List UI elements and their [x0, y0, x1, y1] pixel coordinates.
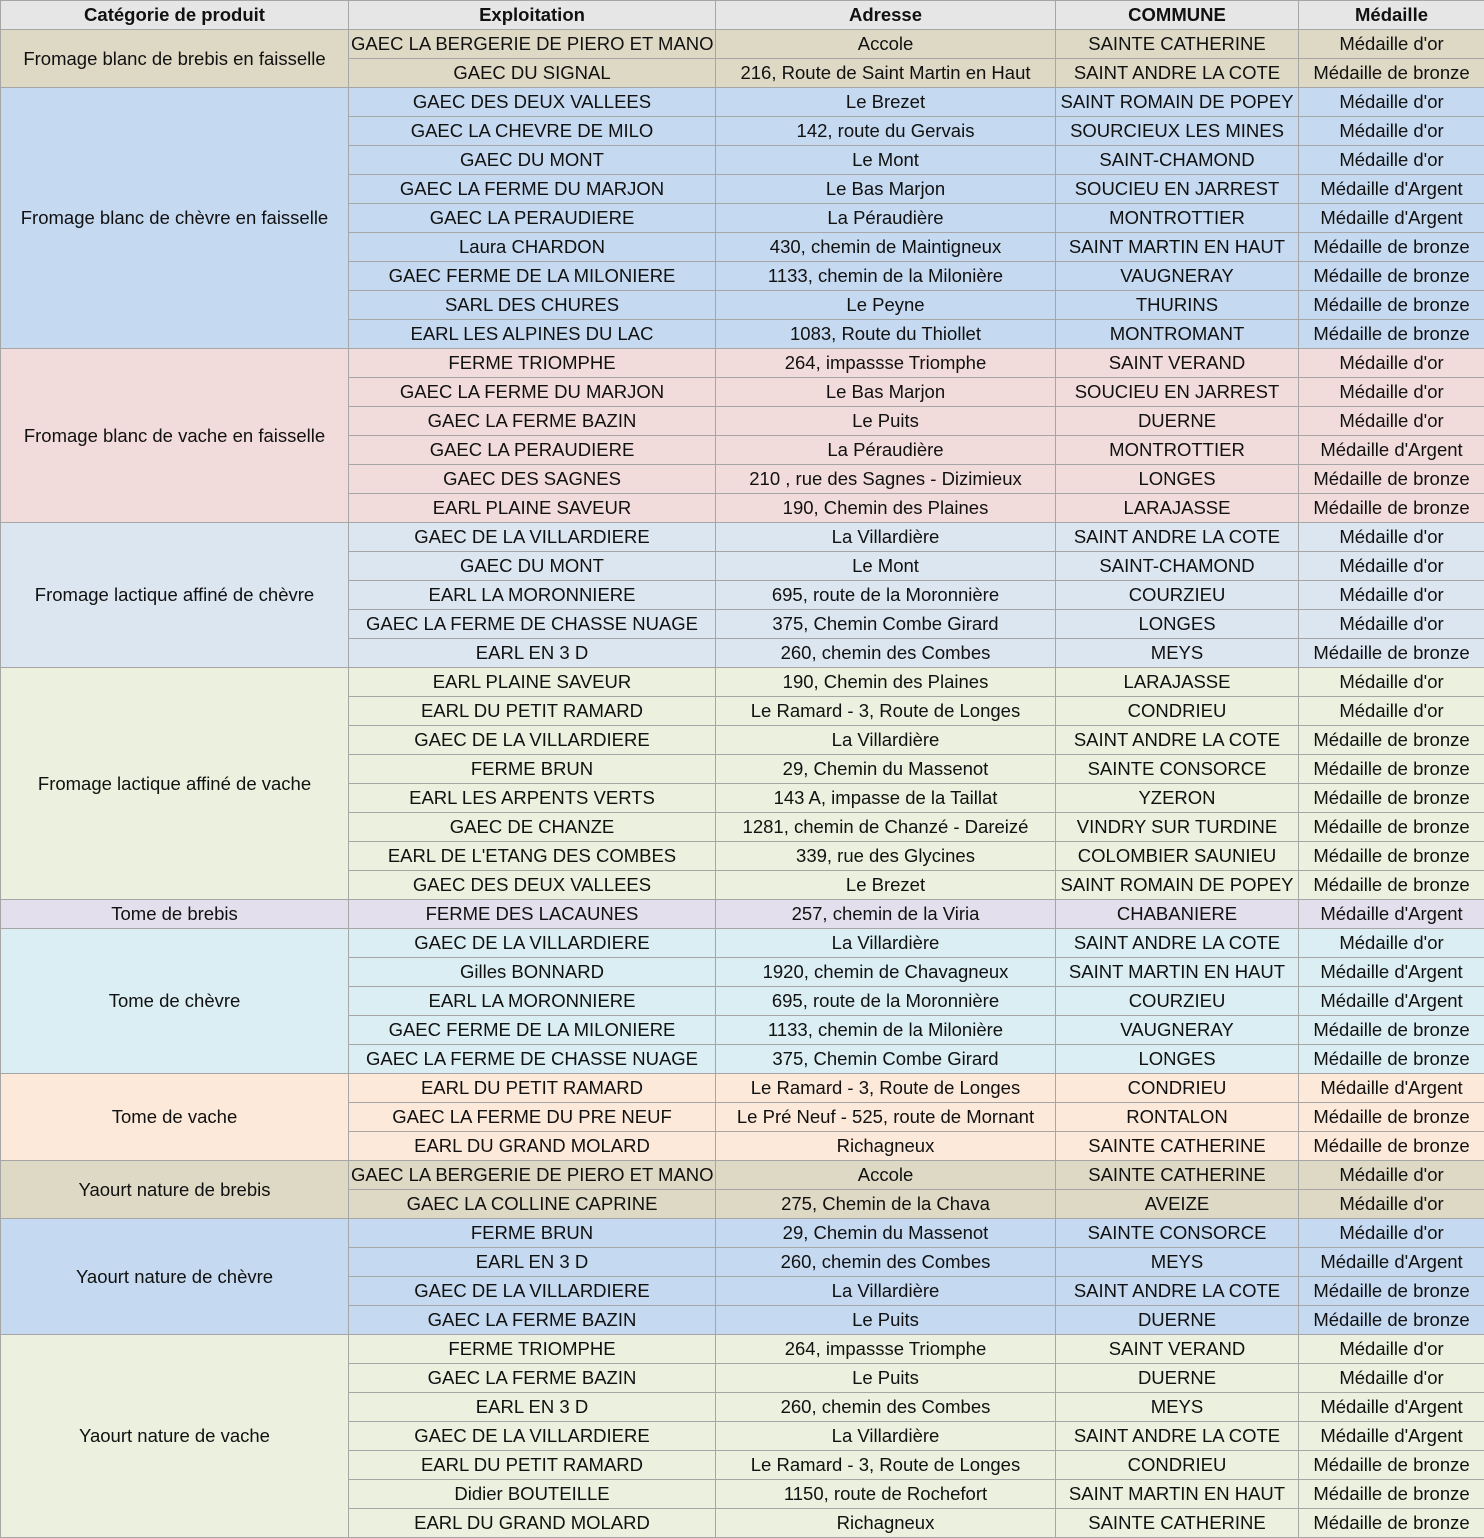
- medaille-cell: Médaille de bronze: [1299, 755, 1484, 784]
- exploitation-cell: EARL DE L'ETANG DES COMBES: [349, 842, 716, 871]
- adresse-cell: 190, Chemin des Plaines: [716, 494, 1056, 523]
- exploitation-cell: GAEC LA FERME DU MARJON: [349, 378, 716, 407]
- commune-cell: DUERNE: [1056, 1364, 1299, 1393]
- exploitation-cell: GAEC LA PERAUDIERE: [349, 204, 716, 233]
- table-row: [1, 349, 1484, 378]
- category-cell: Fromage blanc de brebis en faisselle: [1, 30, 349, 88]
- adresse-cell: Richagneux: [716, 1509, 1056, 1538]
- medaille-cell: Médaille d'Argent: [1299, 436, 1484, 465]
- exploitation-cell: GAEC DE LA VILLARDIERE: [349, 523, 716, 552]
- exploitation-cell: GAEC DES DEUX VALLEES: [349, 88, 716, 117]
- category-cell: Fromage blanc de vache en faisselle: [1, 349, 349, 523]
- medaille-cell: Médaille de bronze: [1299, 1132, 1484, 1161]
- exploitation-cell: EARL LA MORONNIERE: [349, 581, 716, 610]
- adresse-cell: Le Bas Marjon: [716, 175, 1056, 204]
- medaille-cell: Médaille de bronze: [1299, 1306, 1484, 1335]
- medaille-cell: Médaille de bronze: [1299, 1016, 1484, 1045]
- adresse-cell: Le Puits: [716, 1364, 1056, 1393]
- medaille-cell: Médaille d'or: [1299, 581, 1484, 610]
- exploitation-cell: FERME BRUN: [349, 755, 716, 784]
- medaille-cell: Médaille d'or: [1299, 1335, 1484, 1364]
- commune-cell: VAUGNERAY: [1056, 262, 1299, 291]
- exploitation-cell: EARL PLAINE SAVEUR: [349, 668, 716, 697]
- adresse-cell: 29, Chemin du Massenot: [716, 1219, 1056, 1248]
- commune-cell: CONDRIEU: [1056, 697, 1299, 726]
- table-row: [1, 1161, 1484, 1190]
- category-cell: Yaourt nature de brebis: [1, 1161, 349, 1219]
- adresse-cell: Le Brezet: [716, 871, 1056, 900]
- adresse-cell: La Villardière: [716, 1422, 1056, 1451]
- exploitation-cell: GAEC LA BERGERIE DE PIERO ET MANO: [349, 1161, 716, 1190]
- category-cell: Yaourt nature de chèvre: [1, 1219, 349, 1335]
- exploitation-cell: Gilles BONNARD: [349, 958, 716, 987]
- adresse-cell: 264, impassse Triomphe: [716, 1335, 1056, 1364]
- exploitation-cell: EARL DU PETIT RAMARD: [349, 1451, 716, 1480]
- medaille-cell: Médaille de bronze: [1299, 233, 1484, 262]
- exploitation-cell: EARL PLAINE SAVEUR: [349, 494, 716, 523]
- commune-cell: LONGES: [1056, 465, 1299, 494]
- exploitation-cell: FERME BRUN: [349, 1219, 716, 1248]
- header-adresse: Adresse: [716, 1, 1056, 30]
- commune-cell: SAINTE CONSORCE: [1056, 1219, 1299, 1248]
- exploitation-cell: GAEC DE LA VILLARDIERE: [349, 929, 716, 958]
- table-row: [1, 523, 1484, 552]
- medaille-cell: Médaille d'or: [1299, 1219, 1484, 1248]
- adresse-cell: 1920, chemin de Chavagneux: [716, 958, 1056, 987]
- exploitation-cell: GAEC DU MONT: [349, 552, 716, 581]
- commune-cell: LARAJASSE: [1056, 494, 1299, 523]
- adresse-cell: 29, Chemin du Massenot: [716, 755, 1056, 784]
- table-body: [1, 30, 1484, 1538]
- exploitation-cell: GAEC LA COLLINE CAPRINE: [349, 1190, 716, 1219]
- adresse-cell: La Péraudière: [716, 436, 1056, 465]
- medaille-cell: Médaille de bronze: [1299, 494, 1484, 523]
- exploitation-cell: FERME DES LACAUNES: [349, 900, 716, 929]
- commune-cell: SOUCIEU EN JARREST: [1056, 378, 1299, 407]
- adresse-cell: Le Ramard - 3, Route de Longes: [716, 697, 1056, 726]
- adresse-cell: 257, chemin de la Viria: [716, 900, 1056, 929]
- exploitation-cell: GAEC LA FERME DU MARJON: [349, 175, 716, 204]
- medaille-cell: Médaille de bronze: [1299, 465, 1484, 494]
- medaille-cell: Médaille de bronze: [1299, 1480, 1484, 1509]
- adresse-cell: Le Mont: [716, 552, 1056, 581]
- exploitation-cell: EARL EN 3 D: [349, 1248, 716, 1277]
- commune-cell: SAINTE CATHERINE: [1056, 30, 1299, 59]
- adresse-cell: La Villardière: [716, 523, 1056, 552]
- adresse-cell: Le Puits: [716, 407, 1056, 436]
- medaille-cell: Médaille de bronze: [1299, 59, 1484, 88]
- adresse-cell: Accole: [716, 30, 1056, 59]
- commune-cell: COURZIEU: [1056, 581, 1299, 610]
- category-cell: Fromage blanc de chèvre en faisselle: [1, 88, 349, 349]
- commune-cell: SAINT MARTIN EN HAUT: [1056, 958, 1299, 987]
- commune-cell: SAINT ROMAIN DE POPEY: [1056, 88, 1299, 117]
- table-row: [1, 30, 1484, 59]
- exploitation-cell: EARL DU PETIT RAMARD: [349, 697, 716, 726]
- exploitation-cell: GAEC LA FERME DU PRE NEUF: [349, 1103, 716, 1132]
- medaille-cell: Médaille de bronze: [1299, 1045, 1484, 1074]
- adresse-cell: 695, route de la Moronnière: [716, 987, 1056, 1016]
- exploitation-cell: FERME TRIOMPHE: [349, 349, 716, 378]
- adresse-cell: Le Bas Marjon: [716, 378, 1056, 407]
- exploitation-cell: FERME TRIOMPHE: [349, 1335, 716, 1364]
- adresse-cell: Le Ramard - 3, Route de Longes: [716, 1451, 1056, 1480]
- adresse-cell: 143 A, impasse de la Taillat: [716, 784, 1056, 813]
- exploitation-cell: GAEC DU MONT: [349, 146, 716, 175]
- medaille-cell: Médaille d'or: [1299, 697, 1484, 726]
- exploitation-cell: GAEC DE LA VILLARDIERE: [349, 726, 716, 755]
- commune-cell: MEYS: [1056, 639, 1299, 668]
- commune-cell: SAINT ANDRE LA COTE: [1056, 1422, 1299, 1451]
- commune-cell: SAINTE CONSORCE: [1056, 755, 1299, 784]
- category-cell: Yaourt nature de vache: [1, 1335, 349, 1538]
- table-row: [1, 88, 1484, 117]
- medaille-cell: Médaille d'Argent: [1299, 900, 1484, 929]
- commune-cell: DUERNE: [1056, 407, 1299, 436]
- exploitation-cell: GAEC DE LA VILLARDIERE: [349, 1277, 716, 1306]
- medaille-cell: Médaille d'Argent: [1299, 1422, 1484, 1451]
- adresse-cell: Le Brezet: [716, 88, 1056, 117]
- medaille-cell: Médaille d'Argent: [1299, 1248, 1484, 1277]
- commune-cell: SAINT-CHAMOND: [1056, 552, 1299, 581]
- medaille-cell: Médaille de bronze: [1299, 726, 1484, 755]
- adresse-cell: La Péraudière: [716, 204, 1056, 233]
- adresse-cell: Le Mont: [716, 146, 1056, 175]
- adresse-cell: 339, rue des Glycines: [716, 842, 1056, 871]
- header-row: [1, 1, 1484, 30]
- commune-cell: SOUCIEU EN JARREST: [1056, 175, 1299, 204]
- exploitation-cell: GAEC LA FERME BAZIN: [349, 407, 716, 436]
- exploitation-cell: GAEC DES SAGNES: [349, 465, 716, 494]
- commune-cell: YZERON: [1056, 784, 1299, 813]
- table-row: [1, 900, 1484, 929]
- medaille-cell: Médaille d'Argent: [1299, 1393, 1484, 1422]
- commune-cell: SAINT VERAND: [1056, 349, 1299, 378]
- commune-cell: THURINS: [1056, 291, 1299, 320]
- commune-cell: CONDRIEU: [1056, 1451, 1299, 1480]
- medaille-cell: Médaille d'or: [1299, 1161, 1484, 1190]
- exploitation-cell: EARL DU GRAND MOLARD: [349, 1509, 716, 1538]
- adresse-cell: 1083, Route du Thiollet: [716, 320, 1056, 349]
- commune-cell: MONTROTTIER: [1056, 436, 1299, 465]
- commune-cell: VAUGNERAY: [1056, 1016, 1299, 1045]
- adresse-cell: 1133, chemin de la Milonière: [716, 1016, 1056, 1045]
- adresse-cell: Le Pré Neuf - 525, route de Mornant: [716, 1103, 1056, 1132]
- medaille-cell: Médaille d'or: [1299, 523, 1484, 552]
- adresse-cell: Richagneux: [716, 1132, 1056, 1161]
- exploitation-cell: GAEC LA FERME BAZIN: [349, 1364, 716, 1393]
- commune-cell: MONTROTTIER: [1056, 204, 1299, 233]
- exploitation-cell: Laura CHARDON: [349, 233, 716, 262]
- adresse-cell: 260, chemin des Combes: [716, 639, 1056, 668]
- adresse-cell: 375, Chemin Combe Girard: [716, 610, 1056, 639]
- medaille-cell: Médaille d'or: [1299, 88, 1484, 117]
- commune-cell: SAINT ANDRE LA COTE: [1056, 523, 1299, 552]
- commune-cell: RONTALON: [1056, 1103, 1299, 1132]
- adresse-cell: 190, Chemin des Plaines: [716, 668, 1056, 697]
- exploitation-cell: EARL DU PETIT RAMARD: [349, 1074, 716, 1103]
- medaille-cell: Médaille de bronze: [1299, 1103, 1484, 1132]
- medaille-cell: Médaille d'or: [1299, 668, 1484, 697]
- exploitation-cell: SARL DES CHURES: [349, 291, 716, 320]
- medaille-cell: Médaille d'or: [1299, 929, 1484, 958]
- medaille-cell: Médaille de bronze: [1299, 842, 1484, 871]
- adresse-cell: 142, route du Gervais: [716, 117, 1056, 146]
- medaille-cell: Médaille d'Argent: [1299, 1074, 1484, 1103]
- commune-cell: SAINTE CATHERINE: [1056, 1161, 1299, 1190]
- medaille-cell: Médaille d'or: [1299, 1190, 1484, 1219]
- exploitation-cell: EARL LES ALPINES DU LAC: [349, 320, 716, 349]
- adresse-cell: 1150, route de Rochefort: [716, 1480, 1056, 1509]
- header-categorie: Catégorie de produit: [1, 1, 349, 30]
- medaille-cell: Médaille d'or: [1299, 146, 1484, 175]
- exploitation-cell: GAEC DU SIGNAL: [349, 59, 716, 88]
- medaille-cell: Médaille de bronze: [1299, 320, 1484, 349]
- commune-cell: SAINT MARTIN EN HAUT: [1056, 1480, 1299, 1509]
- exploitation-cell: EARL DU GRAND MOLARD: [349, 1132, 716, 1161]
- medaille-cell: Médaille de bronze: [1299, 1451, 1484, 1480]
- commune-cell: SAINT MARTIN EN HAUT: [1056, 233, 1299, 262]
- adresse-cell: Le Puits: [716, 1306, 1056, 1335]
- commune-cell: COLOMBIER SAUNIEU: [1056, 842, 1299, 871]
- commune-cell: MONTROMANT: [1056, 320, 1299, 349]
- commune-cell: SAINT ROMAIN DE POPEY: [1056, 871, 1299, 900]
- exploitation-cell: EARL LES ARPENTS VERTS: [349, 784, 716, 813]
- adresse-cell: La Villardière: [716, 1277, 1056, 1306]
- medaille-cell: Médaille de bronze: [1299, 871, 1484, 900]
- exploitation-cell: EARL LA MORONNIERE: [349, 987, 716, 1016]
- adresse-cell: 1281, chemin de Chanzé - Dareizé: [716, 813, 1056, 842]
- medaille-cell: Médaille d'Argent: [1299, 987, 1484, 1016]
- adresse-cell: 260, chemin des Combes: [716, 1248, 1056, 1277]
- commune-cell: VINDRY SUR TURDINE: [1056, 813, 1299, 842]
- exploitation-cell: GAEC LA CHEVRE DE MILO: [349, 117, 716, 146]
- medaille-cell: Médaille de bronze: [1299, 1509, 1484, 1538]
- medaille-cell: Médaille d'or: [1299, 610, 1484, 639]
- category-cell: Fromage lactique affiné de vache: [1, 668, 349, 900]
- commune-cell: SOURCIEUX LES MINES: [1056, 117, 1299, 146]
- table-row: [1, 1219, 1484, 1248]
- commune-cell: SAINTE CATHERINE: [1056, 1509, 1299, 1538]
- table-header: [1, 1, 1484, 30]
- adresse-cell: 1133, chemin de la Milonière: [716, 262, 1056, 291]
- header-commune: COMMUNE: [1056, 1, 1299, 30]
- medaille-cell: Médaille d'or: [1299, 1364, 1484, 1393]
- medaille-cell: Médaille de bronze: [1299, 813, 1484, 842]
- exploitation-cell: GAEC DE LA VILLARDIERE: [349, 1422, 716, 1451]
- table-row: [1, 668, 1484, 697]
- adresse-cell: La Villardière: [716, 726, 1056, 755]
- category-cell: Fromage lactique affiné de chèvre: [1, 523, 349, 668]
- medaille-cell: Médaille d'or: [1299, 349, 1484, 378]
- category-cell: Tome de vache: [1, 1074, 349, 1161]
- header-exploitation: Exploitation: [349, 1, 716, 30]
- exploitation-cell: GAEC LA PERAUDIERE: [349, 436, 716, 465]
- table-row: [1, 1074, 1484, 1103]
- exploitation-cell: GAEC DES DEUX VALLEES: [349, 871, 716, 900]
- adresse-cell: 260, chemin des Combes: [716, 1393, 1056, 1422]
- commune-cell: LARAJASSE: [1056, 668, 1299, 697]
- commune-cell: CONDRIEU: [1056, 1074, 1299, 1103]
- exploitation-cell: GAEC DE CHANZE: [349, 813, 716, 842]
- adresse-cell: 264, impassse Triomphe: [716, 349, 1056, 378]
- exploitation-cell: GAEC LA FERME DE CHASSE NUAGE: [349, 1045, 716, 1074]
- medaille-cell: Médaille d'Argent: [1299, 204, 1484, 233]
- adresse-cell: La Villardière: [716, 929, 1056, 958]
- adresse-cell: 430, chemin de Maintigneux: [716, 233, 1056, 262]
- adresse-cell: 275, Chemin de la Chava: [716, 1190, 1056, 1219]
- table-row: [1, 1335, 1484, 1364]
- commune-cell: SAINT ANDRE LA COTE: [1056, 726, 1299, 755]
- adresse-cell: 695, route de la Moronnière: [716, 581, 1056, 610]
- commune-cell: LONGES: [1056, 1045, 1299, 1074]
- table-row: [1, 929, 1484, 958]
- exploitation-cell: GAEC FERME DE LA MILONIERE: [349, 262, 716, 291]
- commune-cell: SAINT ANDRE LA COTE: [1056, 929, 1299, 958]
- commune-cell: SAINT VERAND: [1056, 1335, 1299, 1364]
- medaille-cell: Médaille de bronze: [1299, 291, 1484, 320]
- medaille-cell: Médaille d'or: [1299, 378, 1484, 407]
- commune-cell: SAINT-CHAMOND: [1056, 146, 1299, 175]
- medaille-cell: Médaille d'or: [1299, 407, 1484, 436]
- medaille-cell: Médaille de bronze: [1299, 639, 1484, 668]
- adresse-cell: Le Ramard - 3, Route de Longes: [716, 1074, 1056, 1103]
- medaille-cell: Médaille de bronze: [1299, 1277, 1484, 1306]
- medaille-cell: Médaille d'Argent: [1299, 958, 1484, 987]
- adresse-cell: Accole: [716, 1161, 1056, 1190]
- commune-cell: CHABANIERE: [1056, 900, 1299, 929]
- medaille-cell: Médaille d'Argent: [1299, 175, 1484, 204]
- adresse-cell: 375, Chemin Combe Girard: [716, 1045, 1056, 1074]
- medaille-cell: Médaille de bronze: [1299, 262, 1484, 291]
- adresse-cell: 210 , rue des Sagnes - Dizimieux: [716, 465, 1056, 494]
- commune-cell: MEYS: [1056, 1393, 1299, 1422]
- commune-cell: MEYS: [1056, 1248, 1299, 1277]
- category-cell: Tome de brebis: [1, 900, 349, 929]
- category-cell: Tome de chèvre: [1, 929, 349, 1074]
- exploitation-cell: GAEC LA FERME DE CHASSE NUAGE: [349, 610, 716, 639]
- adresse-cell: Le Peyne: [716, 291, 1056, 320]
- exploitation-cell: Didier BOUTEILLE: [349, 1480, 716, 1509]
- medaille-cell: Médaille de bronze: [1299, 784, 1484, 813]
- header-medaille: Médaille: [1299, 1, 1484, 30]
- exploitation-cell: GAEC FERME DE LA MILONIERE: [349, 1016, 716, 1045]
- commune-cell: LONGES: [1056, 610, 1299, 639]
- exploitation-cell: EARL EN 3 D: [349, 1393, 716, 1422]
- commune-cell: COURZIEU: [1056, 987, 1299, 1016]
- commune-cell: AVEIZE: [1056, 1190, 1299, 1219]
- commune-cell: SAINT ANDRE LA COTE: [1056, 1277, 1299, 1306]
- medaille-cell: Médaille d'or: [1299, 552, 1484, 581]
- exploitation-cell: GAEC LA BERGERIE DE PIERO ET MANO: [349, 30, 716, 59]
- medaille-cell: Médaille d'or: [1299, 117, 1484, 146]
- commune-cell: SAINT ANDRE LA COTE: [1056, 59, 1299, 88]
- adresse-cell: 216, Route de Saint Martin en Haut: [716, 59, 1056, 88]
- commune-cell: DUERNE: [1056, 1306, 1299, 1335]
- exploitation-cell: GAEC LA FERME BAZIN: [349, 1306, 716, 1335]
- commune-cell: SAINTE CATHERINE: [1056, 1132, 1299, 1161]
- medaille-cell: Médaille d'or: [1299, 30, 1484, 59]
- exploitation-cell: EARL EN 3 D: [349, 639, 716, 668]
